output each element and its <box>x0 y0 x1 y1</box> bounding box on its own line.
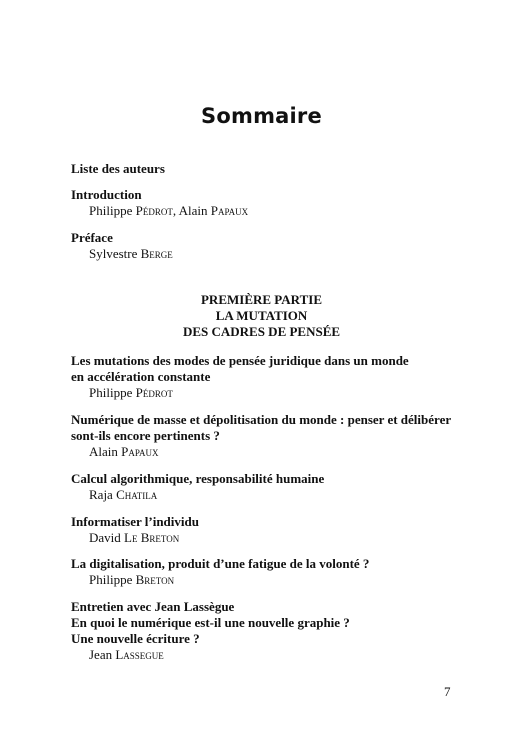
chapter-title-line: sont-ils encore pertinents ? <box>71 428 220 443</box>
toc-chapter-3 <box>71 471 471 503</box>
chapter-title-line: La digitalisation, produit d’une fatigue de la volonté ? <box>71 556 370 571</box>
author-last-name: Lassegue <box>115 647 164 662</box>
toc-entry-title: Liste des auteurs <box>71 161 165 176</box>
author-last-name: Chatila <box>116 487 158 502</box>
chapter-title-line: en accélération constante <box>71 369 211 384</box>
author-last-name: Le Breton <box>124 530 180 545</box>
chapter-author <box>71 487 471 503</box>
chapter-title-line: Entretien avec Jean Lassègue <box>71 599 235 614</box>
author-first-name: David <box>89 530 125 545</box>
toc-entry-preface <box>71 230 471 262</box>
author-first-name: Raja <box>89 487 117 502</box>
page-number: 7 <box>444 684 451 699</box>
toc-entry-authors-list <box>71 161 471 177</box>
chapter-title-line: Numérique de masse et dépolitisation du monde : penser et délibérer <box>71 412 452 427</box>
author-first-name: Philippe <box>89 203 136 218</box>
toc-entry-introduction <box>71 187 471 219</box>
author-last-name: Pédrot <box>135 203 173 218</box>
author-first-name: Alain <box>178 203 211 218</box>
author-last-name: Breton <box>135 572 175 587</box>
author-last-name: Papaux <box>210 203 249 218</box>
toc-entry-title: Introduction <box>71 187 142 202</box>
author-first-name: Philippe <box>89 385 136 400</box>
author-separator: , <box>172 203 179 218</box>
author-first-name: Philippe <box>89 572 136 587</box>
toc-chapter-1 <box>71 353 471 401</box>
chapter-title-line: Une nouvelle écriture ? <box>71 631 200 646</box>
page-title: Sommaire <box>201 104 322 128</box>
part-heading-line: LA MUTATION <box>215 308 308 323</box>
author-first-name: Jean <box>89 647 116 662</box>
chapter-author <box>71 647 471 663</box>
author-first-name: Alain <box>89 444 122 459</box>
chapter-author <box>71 444 471 460</box>
author-last-name: Papaux <box>121 444 159 459</box>
toc-chapter-2 <box>71 412 471 460</box>
part-heading-line: DES CADRES DE PENSÉE <box>182 324 341 339</box>
chapter-title-line: En quoi le numérique est-il une nouvelle graphie ? <box>71 615 350 630</box>
toc-entry-title: Préface <box>71 230 113 245</box>
chapter-title-line: Les mutations des modes de pensée juridique dans un monde <box>71 353 409 368</box>
part-heading <box>0 292 523 340</box>
chapter-title-line: Informatiser l’individu <box>71 514 199 529</box>
toc-entry-author <box>71 246 471 262</box>
chapter-author <box>71 572 471 588</box>
toc-chapter-6 <box>71 599 471 663</box>
toc-entry-authors <box>71 203 471 219</box>
chapter-author <box>71 385 471 401</box>
author-first-name: Sylvestre <box>89 246 141 261</box>
toc-chapter-4 <box>71 514 471 546</box>
toc-chapter-5 <box>71 556 471 588</box>
author-last-name: Pédrot <box>135 385 173 400</box>
part-heading-line: PREMIÈRE PARTIE <box>200 292 322 307</box>
chapter-author <box>71 530 471 546</box>
chapter-title-line: Calcul algorithmique, responsabilité humaine <box>71 471 325 486</box>
author-last-name: Berge <box>140 246 173 261</box>
